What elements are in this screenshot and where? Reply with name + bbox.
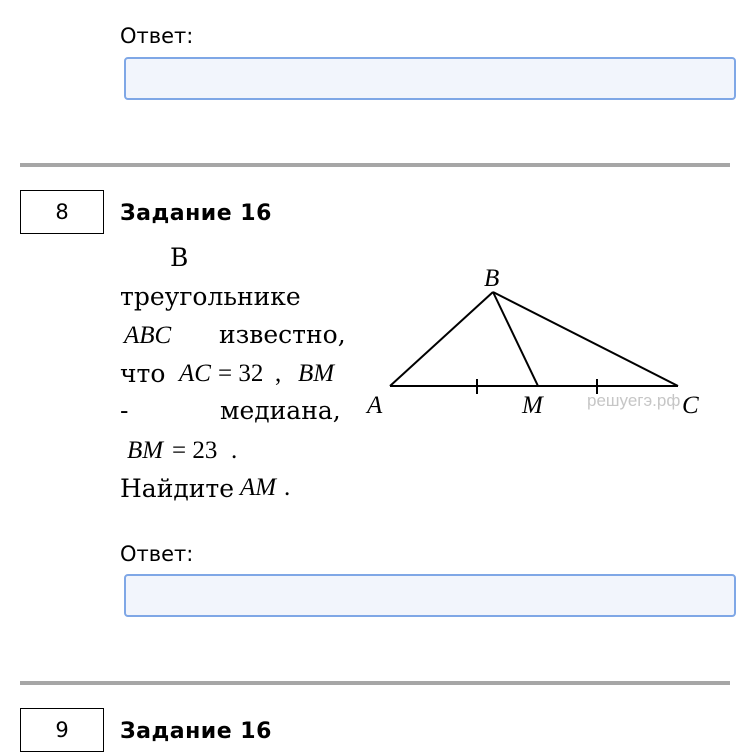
task-title: Задание 16 (120, 201, 272, 226)
math-dot: . (231, 437, 238, 464)
answer-label-top: Ответ: (120, 24, 194, 48)
task-text-word: медиана, (220, 396, 341, 425)
side-ab (390, 292, 493, 386)
task-text-word: Найдите (120, 474, 235, 503)
math-dot: . (284, 474, 291, 501)
math-ac: AC (179, 360, 211, 387)
math-am: AM (240, 474, 277, 501)
triangle-figure (360, 260, 710, 430)
math-ac-value: = 32 (218, 360, 264, 387)
watermark: решуегэ.рф (587, 391, 681, 410)
task-number-box: 8 (20, 190, 104, 234)
divider (20, 163, 730, 167)
task-text-word: треугольнике (120, 282, 301, 311)
divider (20, 681, 730, 685)
math-abc: ABC (124, 322, 172, 349)
task-text-word: известно, (219, 320, 346, 349)
math-bm: BM (298, 360, 335, 387)
side-bc (493, 292, 678, 386)
task-number-box: 9 (20, 708, 104, 752)
label-m: M (522, 392, 543, 419)
task-title: Задание 16 (120, 719, 272, 744)
task-text-word: В (170, 243, 189, 272)
math-bm-value: = 23 (172, 437, 218, 464)
answer-label: Ответ: (120, 542, 194, 566)
answer-input[interactable] (124, 574, 736, 617)
math-bm2: BM (127, 437, 164, 464)
task-text-word: что (120, 359, 166, 388)
label-c: C (682, 392, 699, 419)
label-a: A (367, 392, 383, 419)
task-text-dash: - (120, 396, 129, 425)
math-comma: , (275, 360, 282, 387)
answer-input-top[interactable] (124, 57, 736, 100)
label-b: B (484, 265, 500, 292)
median-bm (493, 292, 538, 386)
